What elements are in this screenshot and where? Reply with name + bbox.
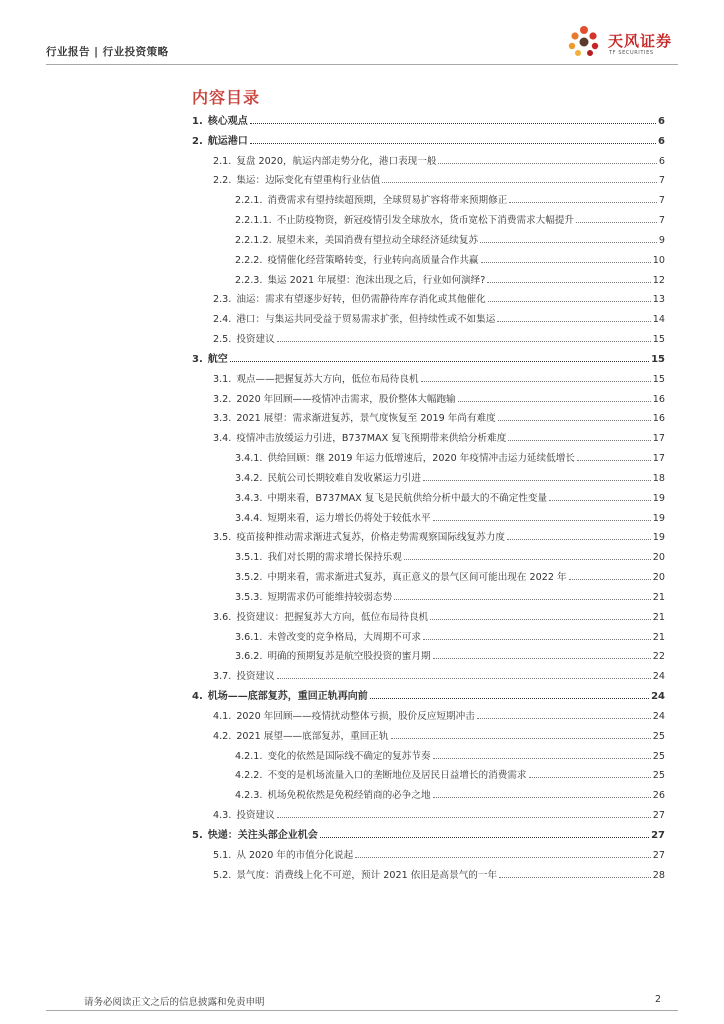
toc-entry[interactable] bbox=[192, 131, 665, 147]
toc-leader-dots bbox=[577, 460, 651, 461]
toc-leader-dots bbox=[230, 361, 649, 362]
toc-entry-page: 13 bbox=[652, 294, 665, 306]
toc-entry-title: 集运 2021 年展望：泡沫出现之后，行业如何演绎? bbox=[267, 274, 486, 286]
toc-entry-page: 27 bbox=[652, 810, 665, 822]
toc-entry[interactable] bbox=[235, 587, 665, 603]
toc-entry-page: 22 bbox=[652, 651, 665, 663]
toc-entry-number: 3.4.4. bbox=[235, 512, 263, 524]
toc-entry-number: 2.1. bbox=[213, 155, 232, 167]
toc-entry-number: 3.5.3. bbox=[235, 591, 263, 603]
toc-entry-title: 2020 年回顾——疫情扰动整体亏损，股价反应短期冲击 bbox=[236, 710, 475, 722]
toc-entry[interactable] bbox=[235, 567, 665, 583]
toc-leader-dots bbox=[507, 539, 651, 540]
toc-leader-dots bbox=[508, 440, 650, 441]
toc-entry-page: 24 bbox=[652, 710, 665, 722]
footer-divider bbox=[46, 1010, 678, 1011]
toc-leader-dots bbox=[250, 143, 656, 144]
toc-entry-title: 变化的依然是国际线不确定的复苏节奏 bbox=[267, 750, 431, 762]
toc-entry[interactable] bbox=[213, 607, 665, 623]
toc-entry-title: 从 2020 年的市值分化说起 bbox=[236, 849, 354, 861]
toc-entry-number: 3.6.2. bbox=[235, 651, 263, 663]
toc-leader-dots bbox=[423, 480, 651, 481]
toc-entry-title: 投资建议 bbox=[236, 334, 275, 346]
toc-leader-dots bbox=[277, 817, 651, 818]
toc-leader-dots bbox=[438, 163, 656, 164]
toc-entry-number: 2.2.1. bbox=[235, 195, 263, 207]
toc-entry[interactable] bbox=[235, 230, 665, 246]
toc-entry[interactable] bbox=[213, 428, 665, 444]
toc-entry-number: 2.4. bbox=[213, 314, 232, 326]
toc-leader-dots bbox=[250, 123, 656, 124]
toc-entry-page: 6 bbox=[658, 135, 665, 147]
toc-entry-number: 2. bbox=[192, 135, 203, 147]
toc-leader-dots bbox=[423, 639, 651, 640]
toc-entry-title: 供给回顾：继 2019 年运力低增速后，2020 年疫情冲击运力延续低增长 bbox=[267, 453, 575, 465]
toc-entry[interactable] bbox=[213, 170, 665, 186]
toc-leader-dots bbox=[480, 242, 657, 243]
toc-entry-number: 3.1. bbox=[213, 373, 232, 385]
toc-entry-title: 民航公司长期较难自发收紧运力引进 bbox=[267, 472, 421, 484]
logo-subtitle: TF SECURITIES bbox=[609, 50, 654, 56]
toc-entry-page: 19 bbox=[652, 492, 665, 504]
toc-entry-number: 3.5.1. bbox=[235, 552, 263, 564]
toc-leader-dots bbox=[433, 520, 651, 521]
toc-entry-number: 2.2. bbox=[213, 175, 232, 187]
toc-entry[interactable] bbox=[213, 289, 665, 305]
toc-entry-title: 不变的是机场流量入口的垄断地位及居民日益增长的消费需求 bbox=[267, 770, 527, 782]
toc-entry[interactable] bbox=[235, 765, 665, 781]
logo-name: 天风证券 bbox=[608, 32, 673, 50]
toc-entry[interactable] bbox=[213, 329, 665, 345]
toc-entry-number: 3.4.3. bbox=[235, 492, 263, 504]
toc-entry-title: 景气度：消费线上化不可逆，预计 2021 依旧是高景气的一年 bbox=[236, 869, 498, 881]
toc-entry-page: 9 bbox=[658, 234, 665, 246]
toc-leader-dots bbox=[458, 401, 651, 402]
toc-leader-dots bbox=[499, 877, 651, 878]
toc-leader-dots bbox=[576, 222, 657, 223]
toc-entry-title: 明确的预期复苏是航空股投资的蜜月期 bbox=[267, 651, 431, 663]
page-number: 2 bbox=[655, 994, 662, 1005]
toc-entry-page: 16 bbox=[652, 393, 665, 405]
toc-entry-title: 中期来看，需求渐进式复苏，真正意义的景气区间可能出现在 2022 年 bbox=[267, 572, 567, 584]
toc-entry-number: 3.4. bbox=[213, 433, 232, 445]
toc-entry-number: 2.2.1.2. bbox=[235, 234, 272, 246]
toc-entry[interactable] bbox=[235, 210, 665, 226]
toc-entry-title: 疫情冲击放缓运力引进，B737MAX 复飞预期带来供给分析难度 bbox=[236, 433, 507, 445]
toc-entry-title: 展望未来，美国消费有望拉动全球经济延续复苏 bbox=[276, 234, 479, 246]
toc-entry-page: 7 bbox=[658, 175, 665, 187]
toc-entry-number: 2.2.1.1. bbox=[235, 215, 272, 227]
toc-entry-page: 20 bbox=[652, 572, 665, 584]
toc-entry-page: 7 bbox=[658, 195, 665, 207]
toc-leader-dots bbox=[277, 678, 651, 679]
toc-entry-number: 3. bbox=[192, 353, 203, 365]
toc-leader-dots bbox=[477, 718, 651, 719]
toc-entry-number: 5. bbox=[192, 829, 203, 841]
toc-leader-dots bbox=[569, 579, 651, 580]
toc-entry-title: 港口：与集运共同受益于贸易需求扩张，但持续性或不如集运 bbox=[236, 314, 496, 326]
toc-entry-page: 14 bbox=[652, 314, 665, 326]
toc-entry-page: 15 bbox=[652, 373, 665, 385]
toc-leader-dots bbox=[509, 202, 657, 203]
toc-entry-page: 7 bbox=[658, 215, 665, 227]
toc-entry-title: 不止防疫物资，新冠疫情引发全球放水，货币宽松下消费需求大幅提升 bbox=[276, 215, 575, 227]
toc-entry-number: 3.5. bbox=[213, 532, 232, 544]
toc-entry-number: 2.5. bbox=[213, 334, 232, 346]
toc-entry[interactable] bbox=[213, 369, 665, 385]
toc-entry-number: 3.4.2. bbox=[235, 472, 263, 484]
toc-leader-dots bbox=[529, 777, 651, 778]
toc-entry[interactable] bbox=[235, 190, 665, 206]
toc-entry-page: 24 bbox=[651, 691, 665, 703]
toc-entry-title: 未曾改变的竞争格局，大周期不可求 bbox=[267, 631, 421, 643]
toc-entry[interactable] bbox=[235, 448, 665, 464]
toc-entry-page: 15 bbox=[651, 353, 665, 365]
toc-entry[interactable] bbox=[213, 408, 665, 424]
toc-entry-number: 5.1. bbox=[213, 849, 232, 861]
toc-entry-page: 26 bbox=[652, 790, 665, 802]
toc-entry-title: 中期来看，B737MAX 复飞是民航供给分析中最大的不确定性变量 bbox=[267, 492, 548, 504]
toc-entry-title: 短期来看，运力增长仍将处于较低水平 bbox=[267, 512, 431, 524]
toc-entry-number: 3.5.2. bbox=[235, 572, 263, 584]
toc-entry[interactable] bbox=[192, 349, 665, 365]
toc-entry-number: 1. bbox=[192, 116, 203, 127]
toc-leader-dots bbox=[421, 381, 651, 382]
toc-entry-title: 航空 bbox=[207, 353, 228, 365]
toc-entry-page: 17 bbox=[652, 433, 665, 445]
toc-entry[interactable] bbox=[235, 488, 665, 504]
toc-entry-number: 2.3. bbox=[213, 294, 232, 306]
report-category: 行业报告 | 行业投资策略 bbox=[46, 46, 169, 58]
toc-entry-page: 15 bbox=[652, 334, 665, 346]
toc-title: 内容目录 bbox=[192, 88, 261, 107]
toc-entry[interactable] bbox=[213, 865, 665, 881]
toc-entry[interactable] bbox=[213, 666, 665, 682]
toc-entry-number: 3.3. bbox=[213, 413, 232, 425]
toc-entry-page: 28 bbox=[652, 869, 665, 881]
toc-entry-title: 快递：关注头部企业机会 bbox=[207, 829, 318, 841]
toc-entry-page: 27 bbox=[652, 849, 665, 861]
toc-entry-page: 25 bbox=[652, 770, 665, 782]
toc-entry-number: 3.6. bbox=[213, 611, 232, 623]
toc-entry[interactable] bbox=[213, 726, 665, 742]
toc-entry[interactable] bbox=[235, 646, 665, 662]
toc-entry-page: 6 bbox=[658, 116, 665, 127]
toc-entry[interactable] bbox=[213, 706, 665, 722]
toc-entry-number: 4.2.2. bbox=[235, 770, 263, 782]
toc-leader-dots bbox=[370, 698, 649, 699]
toc-entry[interactable] bbox=[213, 527, 665, 543]
toc-leader-dots bbox=[433, 658, 651, 659]
toc-entry-page: 12 bbox=[652, 274, 665, 286]
toc-entry-page: 20 bbox=[652, 552, 665, 564]
toc-entry[interactable] bbox=[213, 309, 665, 325]
toc-entry-title: 疫苗接种推动需求渐进式复苏，价格走势需观察国际线复苏力度 bbox=[236, 532, 505, 544]
toc-entry-page: 25 bbox=[652, 750, 665, 762]
toc-leader-dots bbox=[433, 797, 651, 798]
toc-entry-page: 27 bbox=[651, 829, 665, 841]
toc-entry[interactable] bbox=[235, 547, 665, 563]
toc-leader-dots bbox=[430, 619, 651, 620]
toc-leader-dots bbox=[277, 341, 651, 342]
toc-entry-title: 2021 展望——底部复苏，重回正轨 bbox=[236, 730, 389, 742]
toc-entry-number: 4.2.1. bbox=[235, 750, 263, 762]
toc-leader-dots bbox=[498, 420, 651, 421]
toc-entry-page: 21 bbox=[652, 591, 665, 603]
toc-entry-page: 25 bbox=[652, 730, 665, 742]
toc-entry-title: 机场——底部复苏，重回正轨再向前 bbox=[207, 691, 368, 703]
toc-entry-number: 4. bbox=[192, 691, 203, 703]
toc-entry[interactable] bbox=[213, 151, 665, 167]
toc-entry-title: 集运：边际变化有望重构行业估值 bbox=[236, 175, 381, 187]
toc-leader-dots bbox=[404, 559, 651, 560]
toc-entry[interactable] bbox=[192, 111, 665, 127]
toc-entry-title: 复盘 2020，航运内部走势分化，港口表现一般 bbox=[236, 155, 437, 167]
toc-leader-dots bbox=[320, 837, 649, 838]
toc-entry[interactable] bbox=[235, 250, 665, 266]
toc-entry[interactable] bbox=[235, 508, 665, 524]
toc-entry-page: 6 bbox=[658, 155, 665, 167]
toc-leader-dots bbox=[481, 262, 651, 263]
toc-entry-title: 短期需求仍可能维持较弱态势 bbox=[267, 591, 393, 603]
toc-entry-title: 疫情催化经营策略转变，行业转向高质量合作共赢 bbox=[267, 254, 479, 266]
toc-entry-number: 4.3. bbox=[213, 810, 232, 822]
toc-entry-title: 核心观点 bbox=[207, 116, 248, 127]
toc-entry[interactable] bbox=[192, 825, 665, 841]
toc-entry-title: 2020 年回顾——疫情冲击需求，股价整体大幅跑输 bbox=[236, 393, 456, 405]
footer-disclaimer: 请务必阅读正文之后的信息披露和免责申明 bbox=[84, 997, 265, 1008]
toc-entry-title: 投资建议：把握复苏大方向，低位布局待良机 bbox=[236, 611, 429, 623]
toc-entry-number: 2.2.2. bbox=[235, 254, 263, 266]
toc-entry-title: 我们对长期的需求增长保持乐观 bbox=[267, 552, 402, 564]
toc-leader-dots bbox=[382, 182, 657, 183]
toc-entry-page: 17 bbox=[652, 453, 665, 465]
toc-entry-page: 18 bbox=[652, 472, 665, 484]
toc-entry-number: 3.2. bbox=[213, 393, 232, 405]
toc-leader-dots bbox=[391, 738, 651, 739]
toc-leader-dots bbox=[433, 758, 651, 759]
toc-entry-number: 5.2. bbox=[213, 869, 232, 881]
toc-entry-title: 航运港口 bbox=[207, 135, 248, 147]
toc-entry-title: 机场免税依然是免税经销商的必争之地 bbox=[267, 790, 431, 802]
toc-entry-page: 19 bbox=[652, 532, 665, 544]
toc-entry-page: 21 bbox=[652, 631, 665, 643]
toc-entry-number: 4.1. bbox=[213, 710, 232, 722]
toc-leader-dots bbox=[497, 321, 650, 322]
toc-entry-number: 3.6.1. bbox=[235, 631, 263, 643]
toc-entry[interactable] bbox=[213, 845, 665, 861]
toc-entry-page: 10 bbox=[652, 254, 665, 266]
toc-entry[interactable] bbox=[235, 785, 665, 801]
toc-entry-title: 观点——把握复苏大方向，低位布局待良机 bbox=[236, 373, 419, 385]
toc-entry-title: 投资建议 bbox=[236, 671, 275, 683]
toc-leader-dots bbox=[394, 599, 651, 600]
toc-entry-title: 消费需求有望持续超预期，全球贸易扩容将带来预期修正 bbox=[267, 195, 508, 207]
toc-leader-dots bbox=[487, 282, 650, 283]
toc-leader-dots bbox=[355, 857, 651, 858]
toc-entry-number: 4.2.3. bbox=[235, 790, 263, 802]
toc-entry[interactable] bbox=[235, 746, 665, 762]
toc-entry-page: 19 bbox=[652, 512, 665, 524]
toc-entry[interactable] bbox=[235, 627, 665, 643]
toc-entry[interactable] bbox=[213, 389, 665, 405]
toc-entry-number: 3.7. bbox=[213, 671, 232, 683]
toc-entry[interactable] bbox=[192, 686, 665, 702]
toc-entry-number: 3.4.1. bbox=[235, 453, 263, 465]
toc-entry[interactable] bbox=[235, 270, 665, 286]
toc-entry-number: 2.2.3. bbox=[235, 274, 263, 286]
toc-entry[interactable] bbox=[213, 805, 665, 821]
toc-entry-title: 2021 展望：需求渐进复苏，景气度恢复至 2019 年尚有难度 bbox=[236, 413, 496, 425]
toc-entry-number: 4.2. bbox=[213, 730, 232, 742]
toc-entry-title: 油运：需求有望逐步好转，但仍需静待库存消化或其他催化 bbox=[236, 294, 486, 306]
toc-leader-dots bbox=[549, 500, 651, 501]
toc-entry-page: 24 bbox=[652, 671, 665, 683]
toc-entry-page: 16 bbox=[652, 413, 665, 425]
toc-leader-dots bbox=[488, 301, 651, 302]
toc-entry-page: 21 bbox=[652, 611, 665, 623]
toc-entry-title: 投资建议 bbox=[236, 810, 275, 822]
toc-entry[interactable] bbox=[235, 468, 665, 484]
